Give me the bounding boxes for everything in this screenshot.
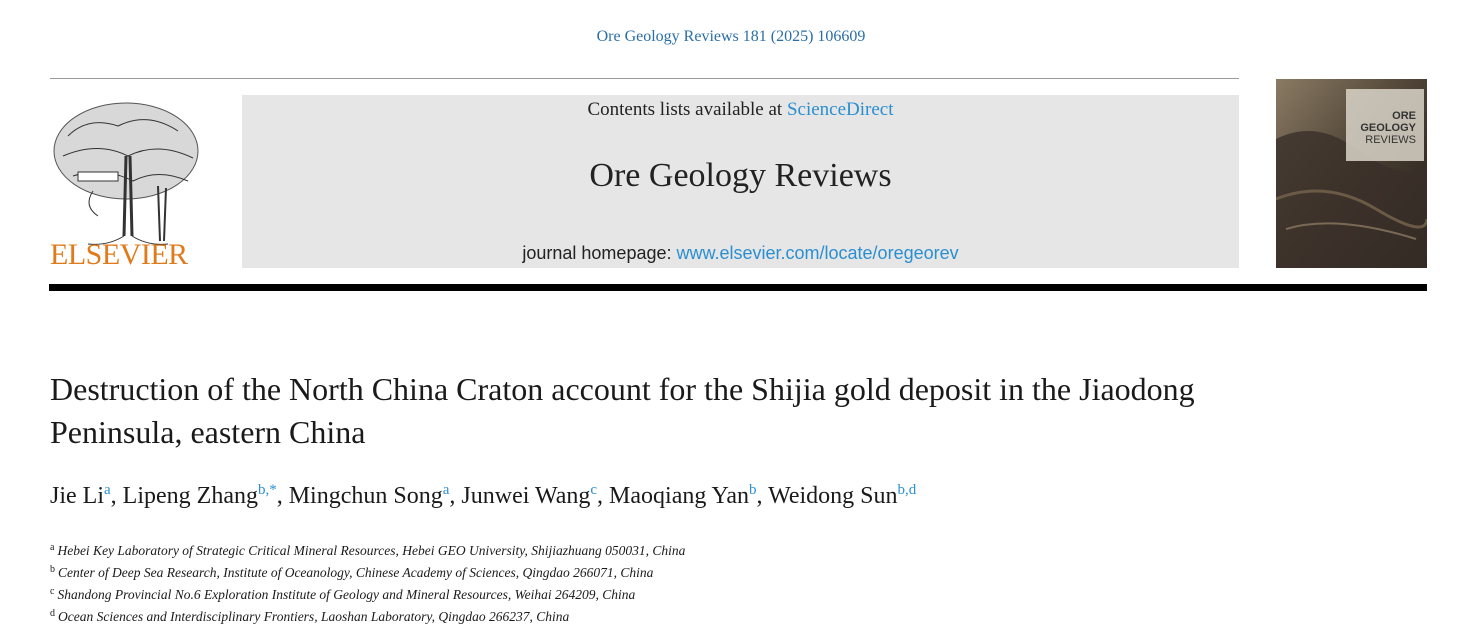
affiliation-key: b	[50, 564, 55, 575]
author-separator: ,	[276, 483, 289, 509]
affiliation-text: Center of Deep Sea Research, Institute of Oceanology, Chinese Academy of Sciences, Qingdao 266071, China	[58, 565, 654, 580]
affiliation-key: d	[50, 608, 55, 619]
affiliation-item	[50, 538, 1400, 560]
author-affiliation-marker[interactable]: b	[749, 482, 757, 498]
affiliation-text: Hebei Key Laboratory of Strategic Critical Mineral Resources, Hebei GEO University, Shijiazhuang 050031, China	[57, 543, 686, 558]
author-name[interactable]: Junwei Wang	[461, 483, 591, 509]
author-name[interactable]: Jie Li	[50, 483, 104, 509]
journal-cover-image[interactable]	[1276, 79, 1427, 268]
affiliation-text: Shandong Provincial No.6 Exploration Institute of Geology and Mineral Resources, Weihai 264209, China	[57, 587, 636, 602]
article-title: Destruction of the North China Craton account for the Shijia gold deposit in the Jiaodong Peninsula, eastern China	[50, 371, 1195, 450]
cover-title-line-1: ORE	[1392, 110, 1416, 122]
author-separator: ,	[110, 483, 123, 509]
homepage-line	[242, 243, 1239, 264]
masthead-divider	[49, 284, 1427, 291]
affiliation-item	[50, 560, 1400, 582]
author-affiliation-marker[interactable]: b,d	[897, 482, 917, 498]
homepage-prefix: journal homepage:	[522, 243, 677, 263]
author-affiliation-marker[interactable]: a	[104, 482, 111, 498]
author-separator: ,	[597, 483, 610, 509]
affiliation-key: a	[50, 542, 55, 553]
cover-title-line-2: GEOLOGY	[1360, 122, 1416, 134]
cover-title-line-3: REVIEWS	[1365, 134, 1416, 146]
journal-citation[interactable]: Ore Geology Reviews 181 (2025) 106609	[596, 28, 866, 45]
author-affiliation-marker[interactable]: c	[590, 482, 598, 498]
contents-line	[242, 99, 1239, 121]
author-name[interactable]: Lipeng Zhang	[122, 483, 258, 509]
contents-prefix: Contents lists available at	[587, 99, 787, 120]
homepage-link[interactable]: www.elsevier.com/locate/oregeorev	[676, 243, 959, 263]
author-affiliation-marker[interactable]: a	[442, 482, 450, 498]
publisher-name: ELSEVIER	[50, 238, 188, 271]
header-divider	[50, 78, 1239, 79]
journal-masthead	[242, 95, 1239, 268]
author-list	[50, 482, 1400, 510]
affiliation-key: c	[50, 586, 55, 597]
author-name[interactable]: Weidong Sun	[768, 483, 898, 509]
affiliation-item	[50, 582, 1400, 604]
author-name[interactable]: Mingchun Song	[288, 483, 443, 509]
sciencedirect-link[interactable]: ScienceDirect	[786, 99, 894, 120]
affiliation-list	[50, 538, 1400, 626]
journal-title: Ore Geology Reviews	[589, 157, 892, 194]
author-name[interactable]: Maoqiang Yan	[609, 483, 750, 509]
author-affiliation-marker[interactable]: b,*	[257, 482, 277, 498]
affiliation-text: Ocean Sciences and Interdisciplinary Frontiers, Laoshan Laboratory, Qingdao 266237, China	[58, 609, 570, 624]
author-separator: ,	[449, 483, 462, 509]
author-separator: ,	[756, 483, 769, 509]
affiliation-item	[50, 604, 1400, 626]
